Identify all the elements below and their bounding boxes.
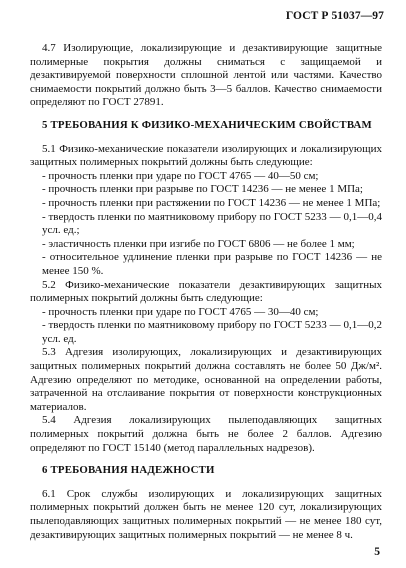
section-heading-6: 6 ТРЕБОВАНИЯ НАДЕЖНОСТИ [42,464,215,477]
page-number: 5 [374,546,380,558]
paragraph-5-3: 5.3 Адгезия изолирующих, локализирующих и дезактивирующих защитных полимерных покрытий должна составлять не более 50 Дж/м². Адгезию определяют по методике, основанной на определении работы, затраченной на отслаивание покрытия от поверхности конструкционных материалов. [30,346,382,413]
list-item: - твердость пленки по маятниковому прибору по ГОСТ 5233 — 0,1—0,4 усл. ед.; [42,210,382,237]
paragraph-4-7: 4.7 Изолирующие, локализирующие и дезактивирующие защитные полимерные покрытия должны сниматься с защищаемой и дезактивируемой поверхности сплошной лентой или частями. Качество снимаемости покрытий должно быть 3—5 баллов. Качество снимаемости определяют по ГОСТ 27891. [30,42,382,109]
paragraph-6-1: 6.1 Срок службы изолирующих и локализирующих защитных полимерных покрытий должен быть не менее 120 сут, локализирующих пылеподавляющих защитных полимерных покрытий — не менее 180 сут, дезактивирующих защитных полимерных покрытий — не менее 8 ч. [30,487,382,541]
section-heading-5: 5 ТРЕБОВАНИЯ К ФИЗИКО-МЕХАНИЧЕСКИМ СВОЙСТВАМ [42,118,372,131]
paragraph-5-4: 5.4 Адгезия локализирующих пылеподавляющих защитных полимерных покрытий должна быть не более 2 баллов. Адгезию определяют по ГОСТ 15140 (метод параллельных надрезов). [30,414,382,454]
paragraph-5-2: 5.2 Физико-механические показатели дезактивирующих защитных полимерных покрытий должны быть следующие: [30,278,382,305]
document-header: ГОСТ Р 51037—97 [285,10,384,22]
list-item: - твердость пленки по маятниковому прибору по ГОСТ 5233 — 0,1—0,2 усл. ед. [42,319,382,345]
list-item: - эластичность пленки при изгибе по ГОСТ 6806 — не более 1 мм; [42,237,355,250]
list-item: - прочность пленки при ударе по ГОСТ 4765 — 40—50 см; [42,169,319,182]
list-item: - относительное удлинение пленки при разрыве по ГОСТ 14236 — не менее 150 %. [42,251,382,277]
list-item: - прочность пленки при ударе по ГОСТ 4765 — 30—40 см; [42,305,319,318]
document-body [30,42,382,542]
paragraph-5-1: 5.1 Физико-механические показатели изолирующих и локализирующих защитных полимерных покрытий должны быть следующие: [30,142,382,169]
list-item: - прочность пленки при растяжении по ГОСТ 14236 — не менее 1 МПа; [42,196,381,209]
list-item: - прочность пленки при разрыве по ГОСТ 14236 — не менее 1 МПа; [42,183,363,196]
